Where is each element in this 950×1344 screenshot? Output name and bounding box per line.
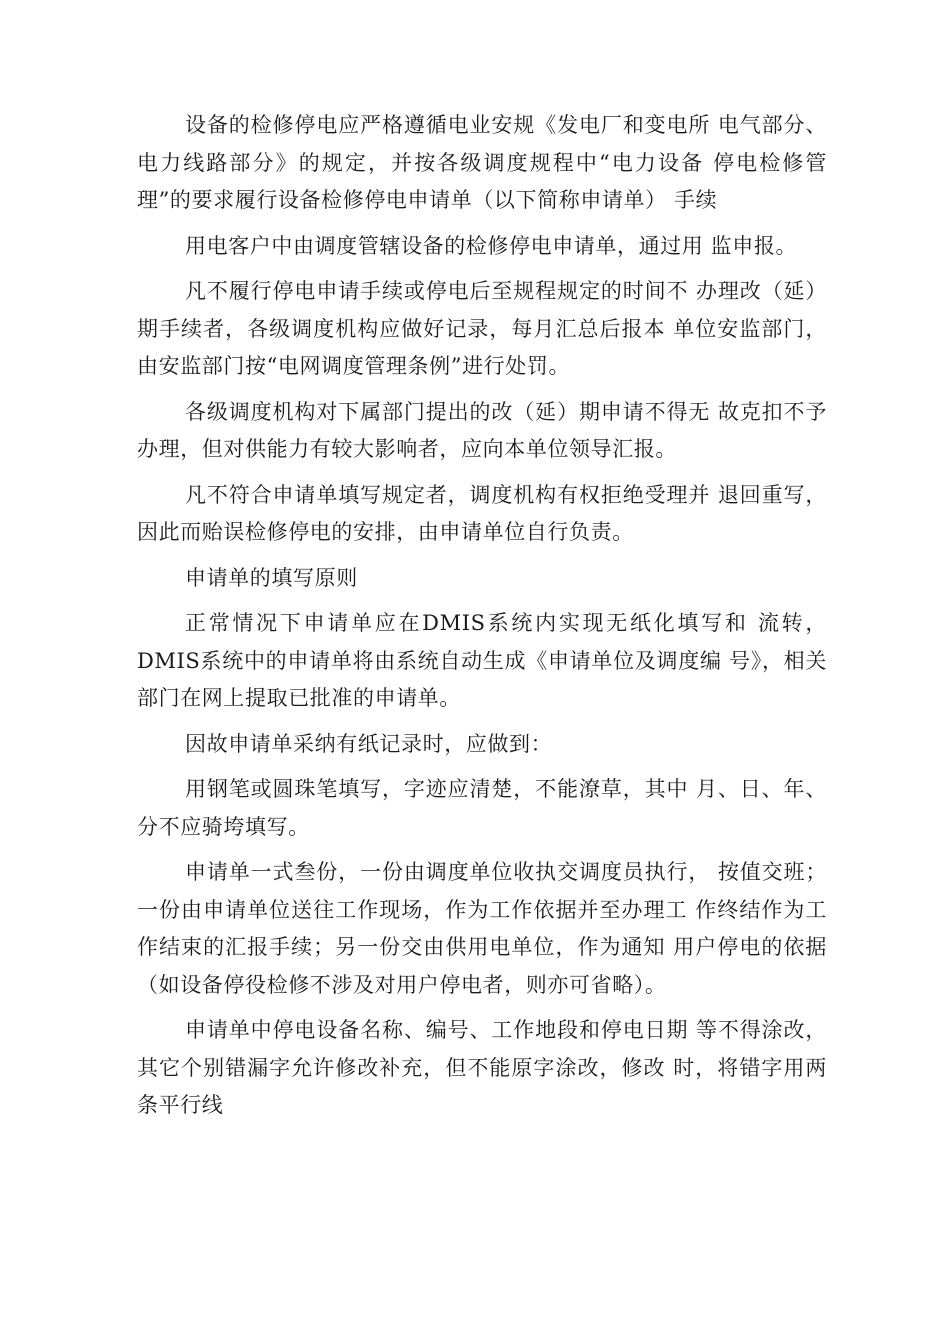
paragraph-10: 申请单一式叁份，一份由调度单位收执交调度员执行， 按值交班；一份由申请单位送往工作现场，作为工作依据并至办理工 作终结作为工作结束的汇报手续；另一份交由供用电单位，作为通知 用户停电的依据（如设备停役检修不涉及对用户停电者，则亦可省略）。 [137,860,827,997]
paragraph-9: 用钢笔或圆珠笔填写，字迹应清楚，不能潦草，其中 月、日、年、分不应骑垮填写。 [137,777,827,839]
paragraph-1: 设备的检修停电应严格遵循电业安规《发电厂和变电所 电气部分、电力线路部分》的规定，并按各级调度规程中“电力设备 停电检修管理”的要求履行设备检修停电申请单（以下简称申请单） 手续 [137,113,827,212]
paragraph-7: 正常情况下申请单应在DMIS系统内实现无纸化填写和 流转，DMIS系统中的申请单将由系统自动生成《申请单位及调度编 号》，相关部门在网上提取已批准的申请单。 [137,611,827,710]
section-heading: 申请单的填写原则 [185,565,358,590]
document-body [137,107,827,1133]
paragraph-5: 凡不符合申请单填写规定者，调度机构有权拒绝受理并 退回重写，因此而贻误检修停电的安排，由申请单位自行负责。 [137,482,827,544]
paragraph-4: 各级调度机构对下属部门提出的改（延）期申请不得无 故克扣不予办理，但对供能力有较大影响者，应向本单位领导汇报。 [137,399,827,461]
paragraph-2: 用电客户中由调度管辖设备的检修停电申请单，通过用 监申报。 [185,233,798,258]
paragraph-3: 凡不履行停电申请手续或停电后至规程规定的时间不 办理改（延）期手续者，各级调度机构应做好记录，每月汇总后报本 单位安监部门，由安监部门按“电网调度管理条例”进行处罚。 [137,279,827,378]
paragraph-11: 申请单中停电设备名称、编号、工作地段和停电日期 等不得涂改，其它个别错漏字允许修改补充，但不能原字涂改，修改 时，将错字用两条平行线 [137,1018,827,1117]
paragraph-8: 因故申请单采纳有纸记录时，应做到： [185,731,553,756]
